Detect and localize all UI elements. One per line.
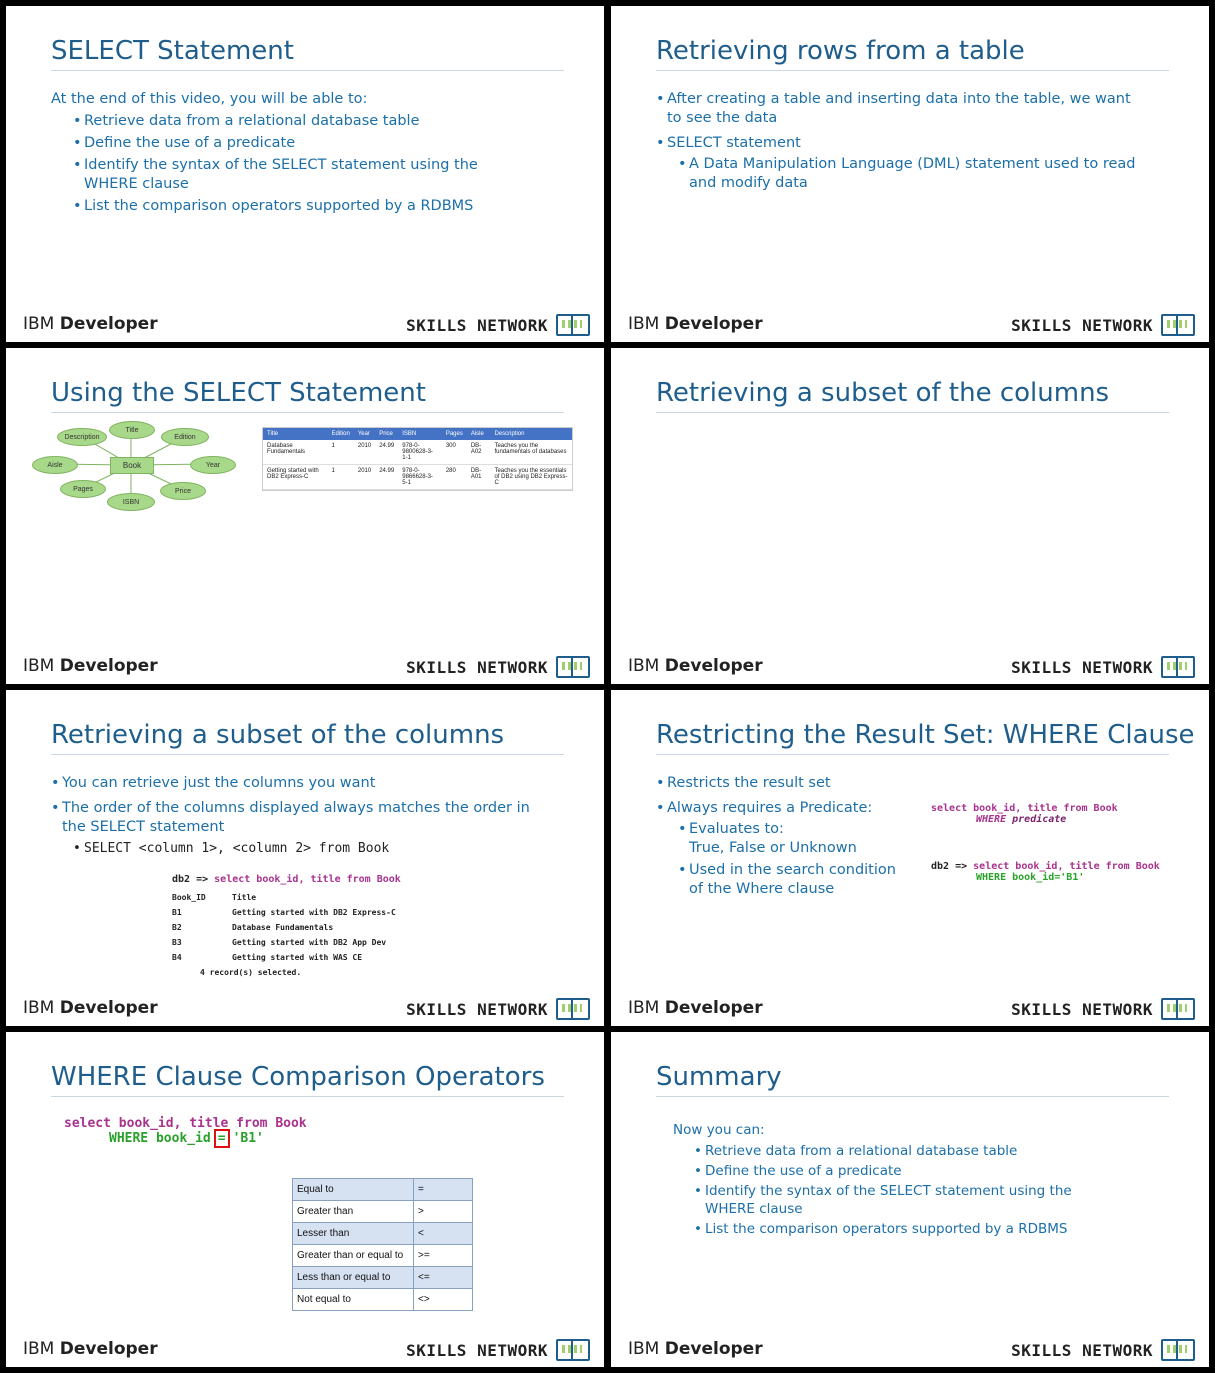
column-header: Year xyxy=(354,428,375,440)
title-rule xyxy=(51,754,564,755)
column-header: Price xyxy=(375,428,398,440)
list-item: • A Data Manipulation Language (DML) statement used to read and modify data xyxy=(689,155,1159,193)
operator-name: Equal to xyxy=(293,1179,414,1201)
er-node-pages: Pages xyxy=(60,480,106,498)
title-rule xyxy=(656,70,1169,71)
code-value: 'B1' xyxy=(232,1131,264,1146)
column-header: ISBN xyxy=(398,428,442,440)
ibm-developer-logo: IBM Developer xyxy=(23,314,158,334)
slide-title: Using the SELECT Statement xyxy=(51,378,426,408)
title-rule xyxy=(51,1096,564,1097)
operators-table xyxy=(292,1178,473,1311)
table-cell: 2010 xyxy=(354,440,375,465)
table-cell: 280 xyxy=(442,465,467,490)
result-id: B3 xyxy=(172,938,182,947)
slide-body xyxy=(673,1121,1143,1238)
list-item-cont: True, False or Unknown xyxy=(689,840,857,856)
slide-body xyxy=(667,90,1157,193)
book-icon xyxy=(1161,656,1195,678)
code-line: select book_id, title from Book xyxy=(973,861,1160,872)
ibm-developer-logo: IBM Developer xyxy=(628,998,763,1018)
operator-name: Greater than or equal to xyxy=(293,1245,414,1267)
operator-symbol: > xyxy=(414,1201,473,1223)
list-item: • Identify the syntax of the SELECT statement using the WHERE clause xyxy=(705,1182,1115,1218)
column-header: Edition xyxy=(328,428,354,440)
title-rule xyxy=(51,70,564,71)
ibm-developer-logo: IBM Developer xyxy=(23,998,158,1018)
operator-name: Not equal to xyxy=(293,1289,414,1311)
column-header: Pages xyxy=(442,428,467,440)
table-cell: DB-A01 xyxy=(467,465,491,490)
operator-name: Greater than xyxy=(293,1201,414,1223)
table-cell: Teaches you the essentials of DB2 using DB2 Express-C xyxy=(490,465,572,490)
slide-comparison-operators xyxy=(6,1032,604,1367)
ibm-developer-logo: IBM Developer xyxy=(628,314,763,334)
skills-network-logo: SKILLS NETWORK xyxy=(1011,998,1195,1020)
table-cell: Database Fundamentals xyxy=(263,440,328,465)
operator-symbol: >= xyxy=(414,1245,473,1267)
code-keyword: WHERE xyxy=(976,814,1007,825)
code-keyword: WHERE book_id xyxy=(109,1131,211,1146)
terminal-output xyxy=(172,874,401,977)
table-cell: 1 xyxy=(328,465,354,490)
list-item: • Evaluates to: xyxy=(689,820,937,839)
result-id: B2 xyxy=(172,923,182,932)
er-node-edition: Edition xyxy=(161,428,209,446)
where-syntax xyxy=(931,803,1118,825)
er-entity-book: Book xyxy=(110,457,154,474)
list-item: • Retrieve data from a relational database table xyxy=(84,112,551,131)
book-table xyxy=(263,428,572,490)
slide-where-clause xyxy=(611,690,1209,1026)
table-row xyxy=(293,1245,473,1267)
book-icon xyxy=(1161,998,1195,1020)
result-row xyxy=(172,923,401,932)
slide-title: Summary xyxy=(656,1062,782,1092)
ibm-developer-logo: IBM Developer xyxy=(23,656,158,676)
book-table-wrapper xyxy=(262,427,573,491)
list-item: • Used in the search condition xyxy=(689,861,937,880)
result-row xyxy=(172,908,401,917)
table-cell: Teaches you the fundamentals of databases xyxy=(490,440,572,465)
operator-name: Less than or equal to xyxy=(293,1267,414,1289)
slide-retrieving-rows xyxy=(611,6,1209,342)
operator-symbol: <= xyxy=(414,1267,473,1289)
result-id: B4 xyxy=(172,953,182,962)
intro-text: At the end of this video, you will be able to: xyxy=(51,91,368,107)
skills-network-logo: SKILLS NETWORK xyxy=(1011,1339,1195,1361)
slide-title: Restricting the Result Set: WHERE Clause xyxy=(656,720,1195,750)
column-header: Book_ID xyxy=(172,893,206,902)
list-item: • Restricts the result set xyxy=(667,774,937,793)
book-icon xyxy=(556,656,590,678)
book-icon xyxy=(556,314,590,336)
slide-body xyxy=(667,774,937,899)
table-row xyxy=(293,1201,473,1223)
code-line: select book_id, title from Book xyxy=(931,803,1118,814)
slide-using-select xyxy=(6,348,604,684)
book-icon xyxy=(1161,314,1195,336)
skills-network-logo: SKILLS NETWORK xyxy=(406,314,590,336)
result-row xyxy=(172,953,401,962)
intro-text: Now you can: xyxy=(673,1122,765,1138)
er-node-title: Title xyxy=(109,421,155,439)
table-cell: 2010 xyxy=(354,465,375,490)
er-node-isbn: ISBN xyxy=(107,493,155,511)
er-node-price: Price xyxy=(160,482,206,500)
db2-prompt: db2 => xyxy=(172,874,209,885)
slide-body xyxy=(51,90,551,216)
table-cell: 1 xyxy=(328,440,354,465)
column-header: Title xyxy=(263,428,328,440)
title-rule xyxy=(656,412,1169,413)
er-node-year: Year xyxy=(190,456,236,474)
slide-subset-columns xyxy=(6,690,604,1026)
result-title: Getting started with DB2 App Dev xyxy=(232,938,387,947)
result-id: B1 xyxy=(172,908,182,917)
skills-network-logo: SKILLS NETWORK xyxy=(1011,656,1195,678)
table-row xyxy=(293,1267,473,1289)
result-title: Database Fundamentals xyxy=(232,923,334,932)
result-title: Getting started with WAS CE xyxy=(232,953,363,962)
title-rule xyxy=(51,412,564,413)
column-header: Aisle xyxy=(467,428,491,440)
slide-select-statement xyxy=(6,6,604,342)
slide-title: Retrieving rows from a table xyxy=(656,36,1025,66)
operator-symbol: = xyxy=(414,1179,473,1201)
slide-title: WHERE Clause Comparison Operators xyxy=(51,1062,545,1092)
skills-network-logo: SKILLS NETWORK xyxy=(1011,314,1195,336)
table-cell: Getting started with DB2 Express-C xyxy=(263,465,328,490)
operator-symbol: < xyxy=(414,1223,473,1245)
list-item: • After creating a table and inserting data into the table, we want to see the data xyxy=(667,90,1147,128)
list-item-cont: of the Where clause xyxy=(689,881,835,897)
ibm-developer-logo: IBM Developer xyxy=(23,1339,158,1359)
list-item-code: • SELECT <column 1>, <column 2> from Book xyxy=(84,839,562,858)
record-count: 4 record(s) selected. xyxy=(200,968,302,977)
where-example xyxy=(931,861,1160,883)
skills-network-logo: SKILLS NETWORK xyxy=(406,1339,590,1361)
table-cell: 978-0-9800628-3-1-1 xyxy=(398,440,442,465)
list-item: • Define the use of a predicate xyxy=(84,134,551,153)
table-row xyxy=(293,1289,473,1311)
slide-title: SELECT Statement xyxy=(51,36,294,66)
skills-network-logo: SKILLS NETWORK xyxy=(406,998,590,1020)
er-node-aisle: Aisle xyxy=(32,456,78,474)
result-row xyxy=(172,938,401,947)
table-cell: 300 xyxy=(442,440,467,465)
book-icon xyxy=(556,1339,590,1361)
operator-name: Lesser than xyxy=(293,1223,414,1245)
table-row xyxy=(263,465,572,490)
ibm-developer-logo: IBM Developer xyxy=(628,656,763,676)
code-predicate: predicate xyxy=(1012,814,1067,825)
result-title: Getting started with DB2 Express-C xyxy=(232,908,396,917)
slide-body xyxy=(62,774,562,858)
table-cell: 24.99 xyxy=(375,440,398,465)
table-cell: 978-0-9866628-3-5-1 xyxy=(398,465,442,490)
list-item: • Retrieve data from a relational database table xyxy=(705,1142,1143,1160)
operator-symbol: <> xyxy=(414,1289,473,1311)
slide-summary xyxy=(611,1032,1209,1367)
table-row xyxy=(263,440,572,465)
slide-title: Retrieving a subset of the columns xyxy=(51,720,505,750)
table-cell: DB-A02 xyxy=(467,440,491,465)
list-item: • Define the use of a predicate xyxy=(705,1162,1143,1180)
book-icon xyxy=(556,998,590,1020)
operator-example xyxy=(64,1116,307,1146)
table-row xyxy=(293,1179,473,1201)
skills-network-logo: SKILLS NETWORK xyxy=(406,656,590,678)
title-rule xyxy=(656,754,1169,755)
query-text: select book_id, title from Book xyxy=(214,874,401,885)
column-header: Title xyxy=(232,893,257,902)
list-item: • SELECT statement xyxy=(667,134,1157,153)
list-item: • List the comparison operators supported by a RDBMS xyxy=(84,197,551,216)
title-rule xyxy=(656,1096,1169,1097)
slide-title: Retrieving a subset of the columns xyxy=(656,378,1110,408)
list-item: • Always requires a Predicate: xyxy=(667,799,937,818)
list-item: • The order of the columns displayed always matches the order in the SELECT statement xyxy=(62,799,552,837)
db2-prompt: db2 => xyxy=(931,861,968,872)
highlighted-operator: = xyxy=(214,1129,230,1148)
code-line: WHERE book_id='B1' xyxy=(976,872,1085,883)
table-cell: 24.99 xyxy=(375,465,398,490)
list-item: • Identify the syntax of the SELECT statement using the WHERE clause xyxy=(84,156,534,194)
column-header: Description xyxy=(490,428,572,440)
book-icon xyxy=(1161,1339,1195,1361)
ibm-developer-logo: IBM Developer xyxy=(628,1339,763,1359)
list-item: • List the comparison operators supported by a RDBMS xyxy=(705,1220,1143,1238)
code-line: select book_id, title from Book xyxy=(64,1116,307,1131)
slide-subset-columns-title xyxy=(611,348,1209,684)
list-item: • You can retrieve just the columns you want xyxy=(62,774,562,793)
table-row xyxy=(293,1223,473,1245)
er-node-description: Description xyxy=(57,428,107,446)
